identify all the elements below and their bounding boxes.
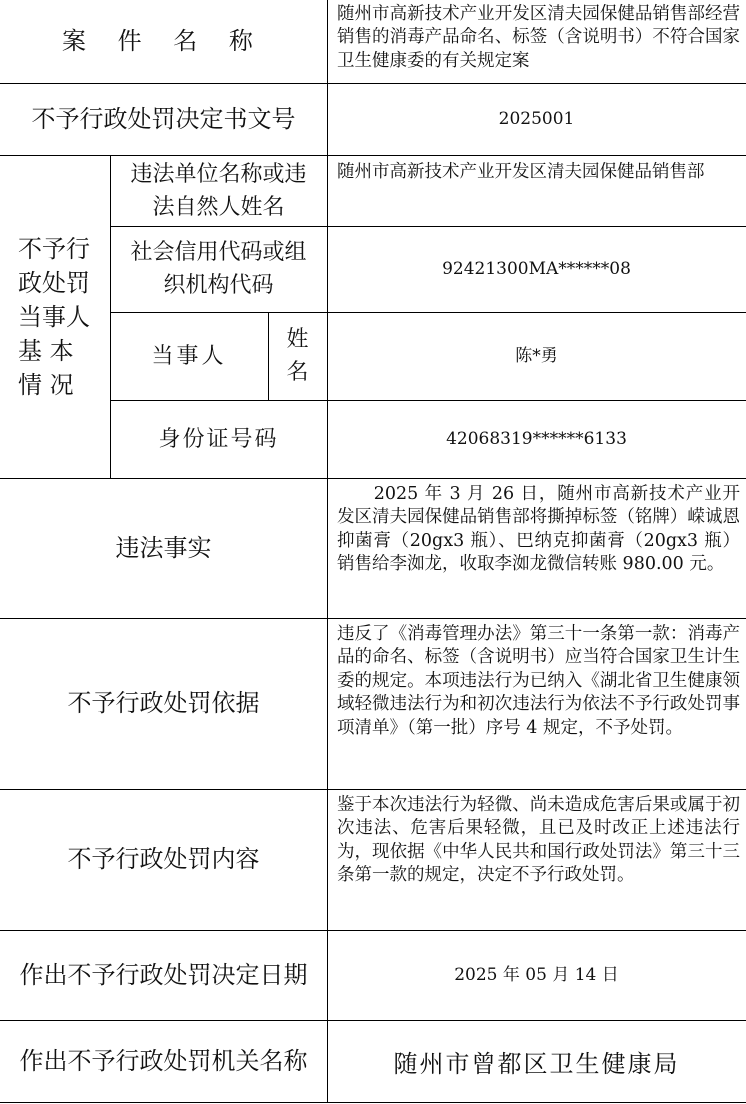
- decision-date-label: 作出不予行政处罚决定日期: [19, 960, 308, 989]
- id-value: 42068319******6133: [446, 429, 627, 449]
- decision-number-value: 2025001: [498, 109, 575, 129]
- name-label: 姓名: [286, 327, 309, 385]
- decision-number-label: 不予行政处罚决定书文号: [31, 104, 296, 133]
- decision-date-value: 2025 年 05 月 14 日: [454, 965, 619, 985]
- person-label: 当事人: [151, 343, 227, 369]
- basis-value: 违反了《消毒管理办法》第三十一条第一款：消毒产品的命名、标签（含说明书）应当符合国家卫生计生委的规定。本项违法行为已纳入《湖北省卫生健康领域轻微违法行为和初次违法行为依法不予行政处罚事项清单》（第一批）序号 4 规定，不予处罚。: [337, 624, 740, 738]
- name-value: 陈*勇: [515, 346, 558, 366]
- facts-value: 2025 年 3 月 26 日，随州市高新技术产业开发区清夫园保健品销售部将撕掉标签（铭牌）嵘诚恩抑菌膏（20gx3 瓶）、巴纳克抑菌膏（20gx3 瓶）销售给李洳龙，收取李洳龙微信转账 980.00 元。: [337, 484, 740, 575]
- unit-name-label: 违法单位名称或违法自然人姓名: [130, 161, 307, 220]
- case-name-value: 随州市高新技术产业开发区清夫园保健品销售部经营销售的消毒产品命名、标签（含说明书）不符合国家卫生健康委的有关规定案: [337, 4, 740, 71]
- agency-label: 作出不予行政处罚机关名称: [19, 1046, 308, 1075]
- credit-code-label: 社会信用代码或组织机构代码: [130, 240, 307, 298]
- agency-value: 随州市曾都区卫生健康局: [393, 1049, 680, 1078]
- basis-label: 不予行政处罚依据: [67, 689, 260, 717]
- party-group-label-cell: [0, 155, 110, 478]
- content-value: 鉴于本次违法行为轻微、尚未造成危害后果或属于初次违法、危害后果轻微，且已及时改正上述违法行为，现依据《中华人民共和国行政处罚法》第三十三条第一款的规定，决定不予行政处罚。: [337, 795, 740, 886]
- facts-label: 违法事实: [115, 533, 212, 562]
- case-name-label: 案 件 名 称: [62, 27, 265, 55]
- unit-name-value: 随州市高新技术产业开发区清夫园保健品销售部: [337, 162, 705, 182]
- content-label: 不予行政处罚内容: [67, 845, 260, 873]
- rule: [0, 1102, 746, 1103]
- id-label: 身份证号码: [158, 426, 279, 452]
- credit-code-value: 92421300MA******08: [442, 259, 631, 279]
- party-group-label: 不予行政处罚当事人基 本 情 况: [18, 234, 90, 399]
